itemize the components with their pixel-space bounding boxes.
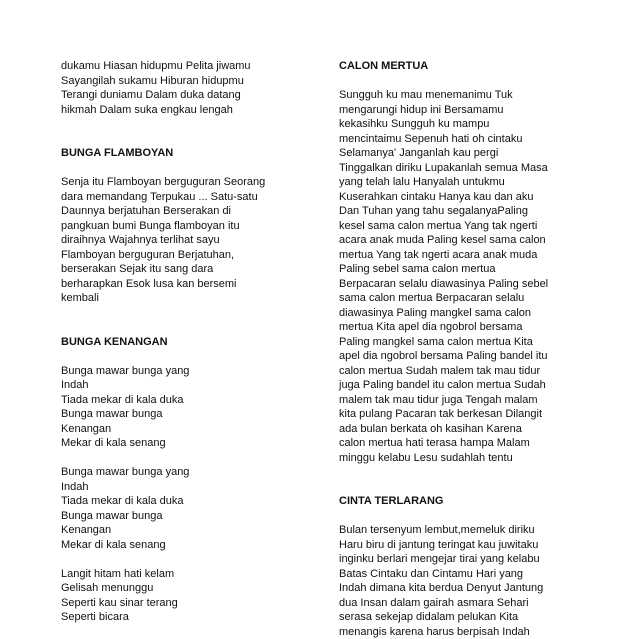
poem-line: Dan Tuhan yang tahu segalanyaPaling	[339, 204, 589, 219]
poem-line: kita pulang Pacaran tak berkesan Dilangit	[339, 407, 589, 422]
poem-line: diraihnya Wajahnya terlihat sayu	[61, 233, 311, 248]
poem-line: Tinggalkan diriku Lupakanlah semua Masa	[339, 161, 589, 176]
poem-line: Haru biru di jantung teringat kau juwitaku	[339, 538, 589, 553]
poem-line: Indah	[61, 480, 311, 495]
poem-line: Seperti bicara	[61, 610, 311, 625]
poem-line: acara anak muda Paling kesel sama calon	[339, 233, 589, 248]
poem-line: Kuserahkan cintaku Hanya kau dan aku	[339, 190, 589, 205]
kenangan-stanza-1	[61, 364, 311, 451]
poem-line: Mekar di kala senang	[61, 436, 311, 451]
poem-line: sama calon mertua Berpacaran selalu	[339, 291, 589, 306]
poem-line: minggu kelabu Lesu sudahlah tentu	[339, 451, 589, 466]
poem-line: Paling sebel sama calon mertua	[339, 262, 589, 277]
poem-line: Kenangan	[61, 422, 311, 437]
poem-line: mertua Yang tak ngerti acara anak muda	[339, 248, 589, 263]
poem-line: Mekar di kala senang	[61, 538, 311, 553]
poem-title-calon-mertua: CALON MERTUA	[339, 59, 589, 74]
poem-line: inginku berlari mengejar tirai yang kelabu	[339, 552, 589, 567]
poem-line: Bunga mawar bunga	[61, 509, 311, 524]
mertua-stanza	[339, 88, 589, 465]
poem-line: berharapkan Esok lusa kan bersemi	[61, 277, 311, 292]
poem-line: Daunnya berjatuhan Berserakan di	[61, 204, 311, 219]
poem-line: pangkuan bumi Bunga flamboyan itu	[61, 219, 311, 234]
kenangan-stanza-3	[61, 567, 311, 625]
intro-stanza	[61, 59, 311, 117]
poem-line: Berpacaran selalu diawasinya Paling sebel	[339, 277, 589, 292]
poem-line: diawasinya Paling mangkel sama calon	[339, 306, 589, 321]
poem-line: Bulan tersenyum lembut,memeluk diriku	[339, 523, 589, 538]
poem-line: juga Paling bandel itu calon mertua Sudah	[339, 378, 589, 393]
poem-title-cinta-terlarang: CINTA TERLARANG	[339, 494, 589, 509]
poem-line: Terangi duniamu Dalam duka datang	[61, 88, 311, 103]
poem-title-bunga-flamboyan: BUNGA FLAMBOYAN	[61, 146, 311, 161]
poem-line: dua Insan dalam gairah asmara Sehari	[339, 596, 589, 611]
poem-line: menangis karena harus berpisah Indah	[339, 625, 589, 639]
poem-line: Paling mangkel sama calon mertua Kita	[339, 335, 589, 350]
poem-line: hikmah Dalam suka engkau lengah	[61, 103, 311, 118]
left-column	[61, 59, 311, 625]
kenangan-stanza-2	[61, 465, 311, 552]
poem-line: dara memandang Terpukau ... Satu-satu	[61, 190, 311, 205]
poem-line: Batas Cintaku dan Cintamu Hari yang	[339, 567, 589, 582]
poem-line: ada bulan berkata oh kasihan Karena	[339, 422, 589, 437]
poem-line: Tiada mekar di kala duka	[61, 393, 311, 408]
poem-line: mencintaimu Sepenuh hati oh cintaku	[339, 132, 589, 147]
poem-line: Kenangan	[61, 523, 311, 538]
flamboyan-stanza	[61, 175, 311, 306]
poem-line: serasa sekejap didalam pelukan Kita	[339, 610, 589, 625]
poem-line: mertua Kita apel dia ngobrol bersama	[339, 320, 589, 335]
poem-line: Bunga mawar bunga yang	[61, 465, 311, 480]
poem-line: Sungguh ku mau menemanimu Tuk	[339, 88, 589, 103]
poem-line: kesel sama calon mertua Yang tak ngerti	[339, 219, 589, 234]
poem-line: malem tak mau tidur juga Tengah malam	[339, 393, 589, 408]
poem-line: yang telah lalu Hanyalah untukmu	[339, 175, 589, 190]
poem-line: calon mertua Sudah malem tak mau tidur	[339, 364, 589, 379]
poem-line: Selamanya' Janganlah kau pergi	[339, 146, 589, 161]
poem-line: Indah	[61, 378, 311, 393]
poem-line: Bunga mawar bunga	[61, 407, 311, 422]
poem-line: Sayangilah sukamu Hiburan hidupmu	[61, 74, 311, 89]
poem-line: Bunga mawar bunga yang	[61, 364, 311, 379]
poem-line: mengarungi hidup ini Bersamamu	[339, 103, 589, 118]
poem-title-bunga-kenangan: BUNGA KENANGAN	[61, 335, 311, 350]
poem-line: apel dia ngobrol bersama Paling bandel itu	[339, 349, 589, 364]
terlarang-stanza	[339, 523, 589, 639]
poem-line: Gelisah menunggu	[61, 581, 311, 596]
poem-line: Senja itu Flamboyan berguguran Seorang	[61, 175, 311, 190]
poem-line: kembali	[61, 291, 311, 306]
poem-line: Tiada mekar di kala duka	[61, 494, 311, 509]
poem-line: Seperti kau sinar terang	[61, 596, 311, 611]
poem-line: dukamu Hiasan hidupmu Pelita jiwamu	[61, 59, 311, 74]
right-column	[339, 59, 589, 639]
poem-line: Flamboyan berguguran Berjatuhan,	[61, 248, 311, 263]
poem-line: kekasihku Sungguh ku mampu	[339, 117, 589, 132]
poem-line: Langit hitam hati kelam	[61, 567, 311, 582]
poem-line: calon mertua hati terasa hampa Malam	[339, 436, 589, 451]
poem-line: berserakan Sejak itu sang dara	[61, 262, 311, 277]
poem-line: Indah dimana kita berdua Denyut Jantung	[339, 581, 589, 596]
